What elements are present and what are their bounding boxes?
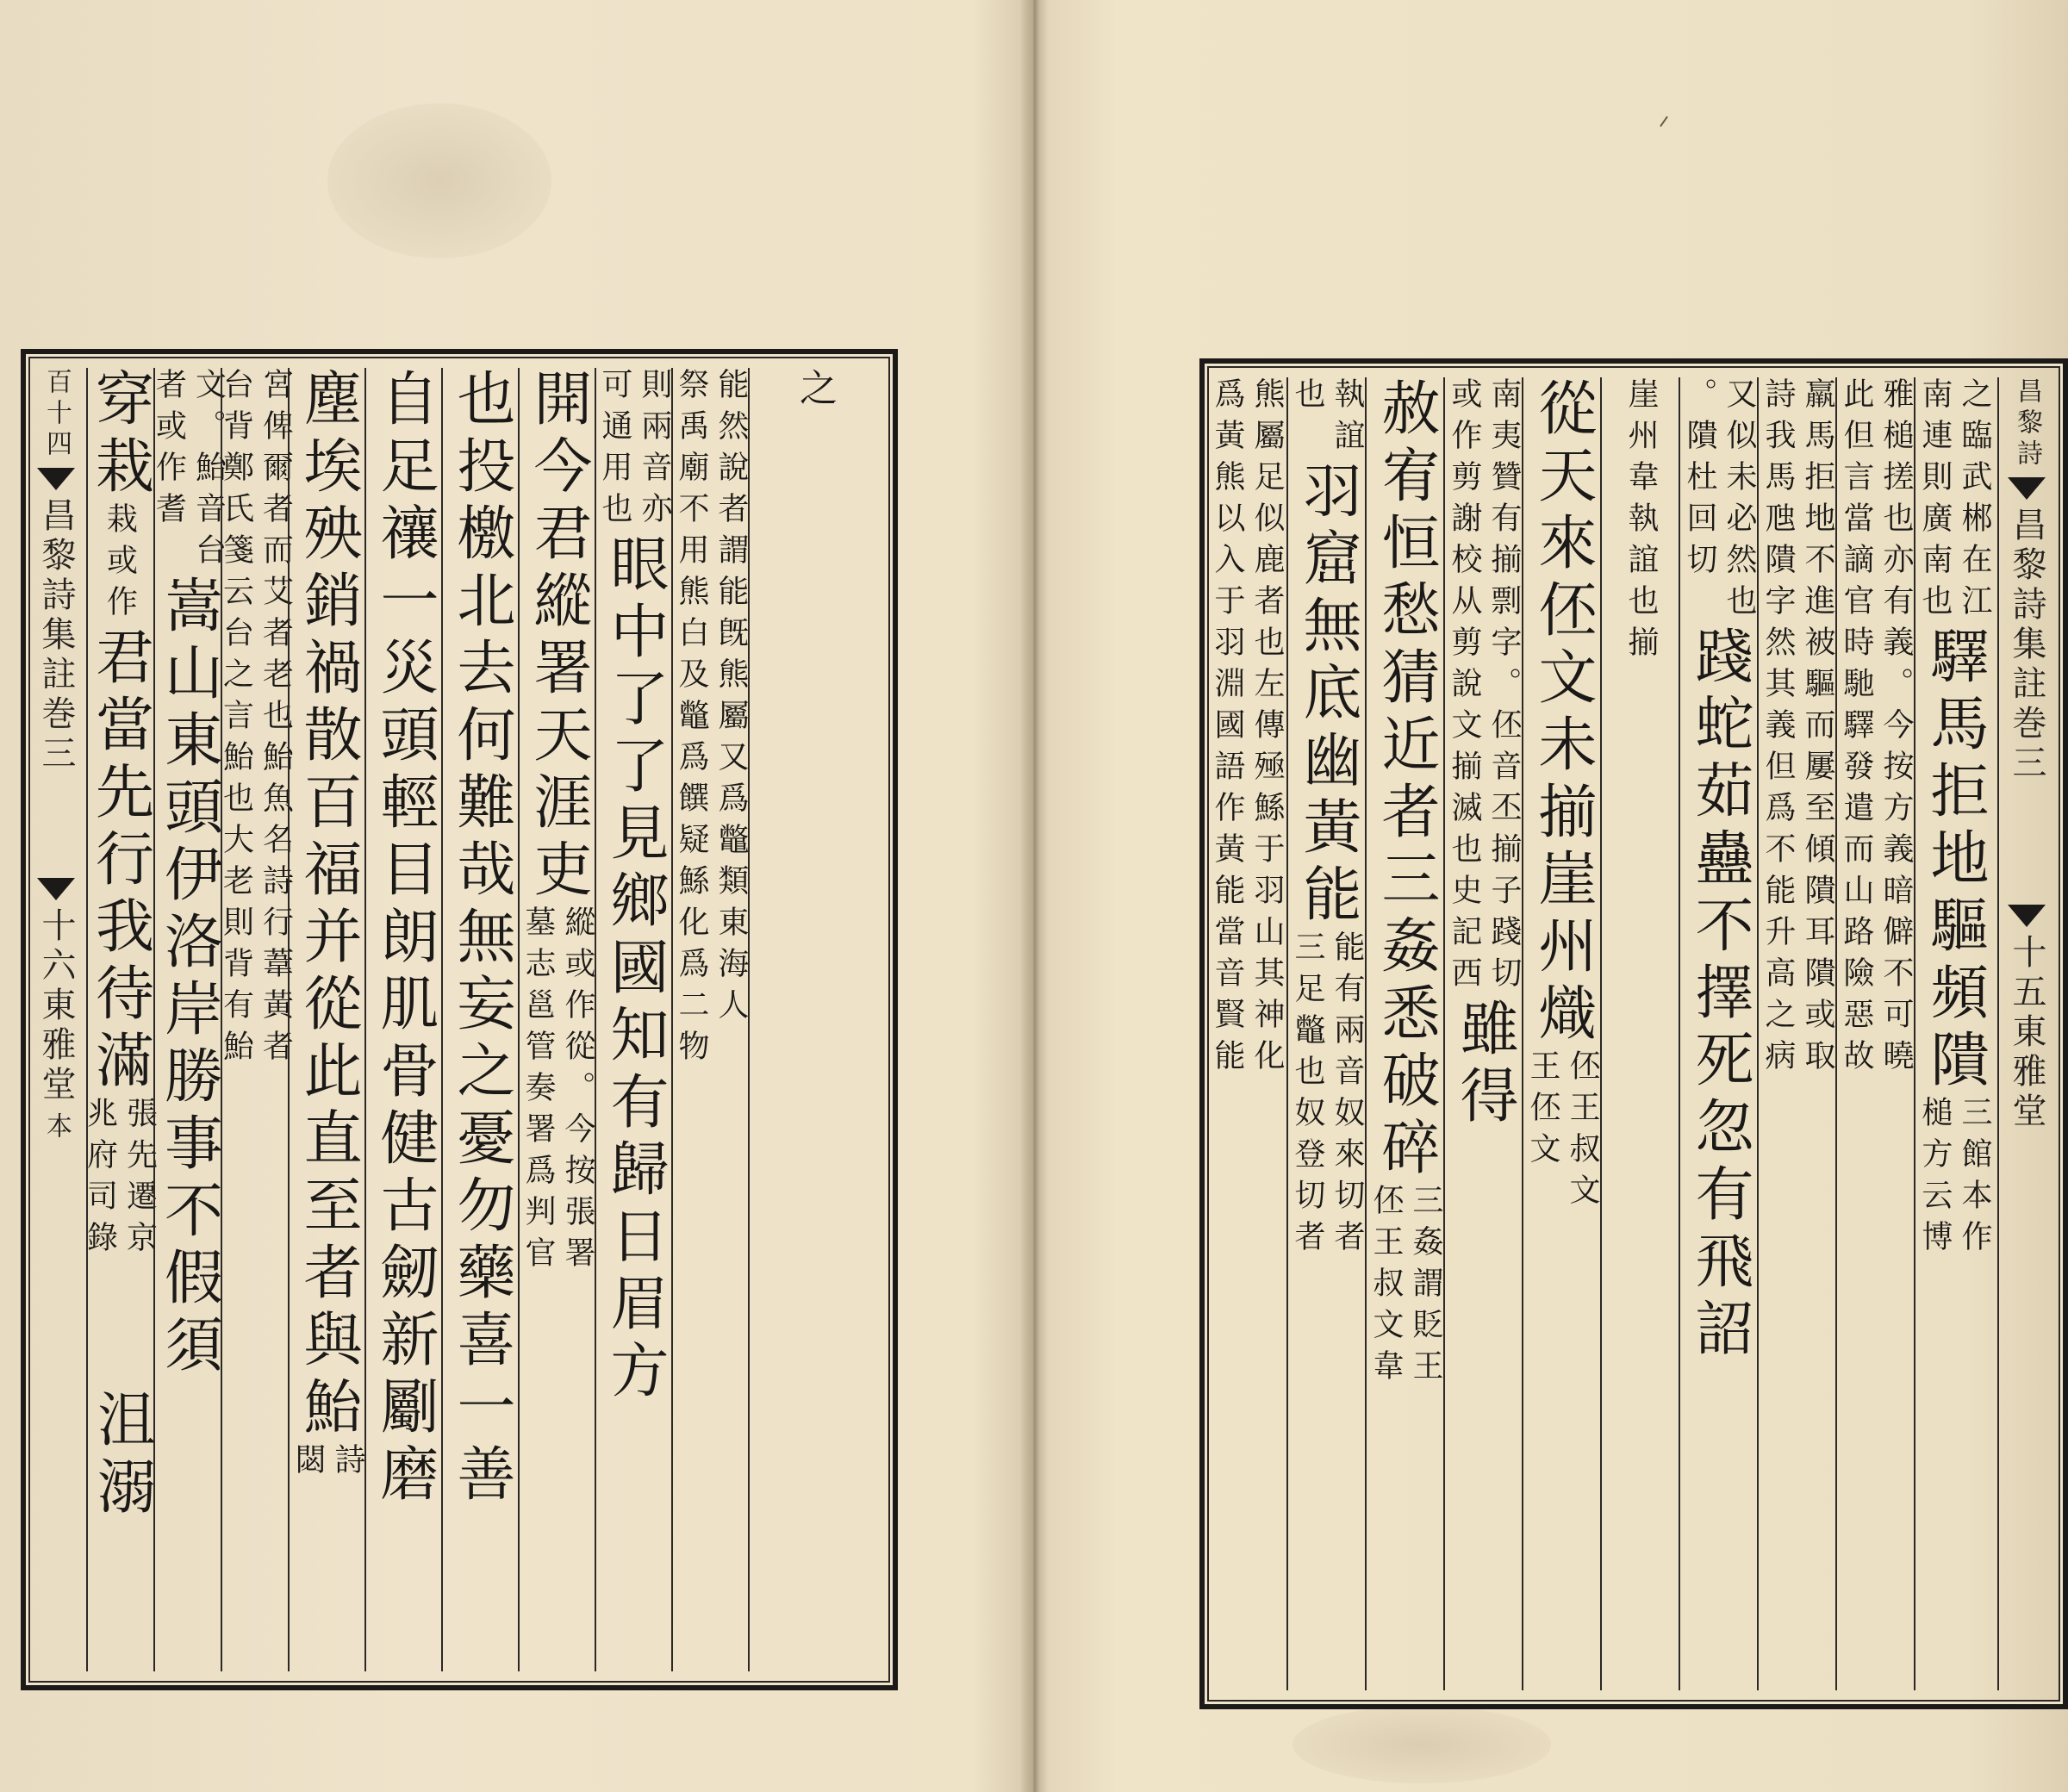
main-text: 驛馬拒地驅頻 (1921, 625, 1989, 1029)
annotation-pair (1290, 930, 1365, 1261)
annotation-pair (1527, 1049, 1598, 1215)
right-page (1031, 0, 2068, 1792)
annotation-pair (1682, 377, 1757, 625)
main-text: 沮溺 (87, 1389, 156, 1523)
annotation-pair (1919, 1096, 1990, 1261)
text-column (1600, 377, 1679, 1690)
annotation-text: 崖州韋執誼也揃 (1623, 377, 1659, 667)
margin-folio: 十六 (36, 907, 76, 986)
annotation-text: 能然說者謂能旣熊屬又爲鼈類東海人 (713, 368, 749, 1030)
annotation-text: 栽或作 (102, 502, 138, 626)
text-column (518, 368, 595, 1671)
annotation-pair (1839, 377, 1914, 1080)
annotation-text: 閟 (290, 1443, 326, 1484)
text-column (1679, 377, 1758, 1690)
annotation-text: 者或作耆 (151, 368, 187, 533)
annotation-text: 台背鄭氏箋云台之言鮐也大老則背有鮐 (218, 368, 254, 1071)
annotation-text: 。隤杜回切 (1682, 377, 1717, 584)
main-text: 君當先行我待滿 (85, 626, 154, 1097)
annotation-text: 或作剪謝校从剪說文揃滅也史記西 (1447, 377, 1482, 998)
annotation-text: 宮俾爾者而艾者老也鮐魚名詩行葦黃者 (258, 368, 294, 1071)
text-column (1208, 377, 1286, 1690)
margin-hall: 東雅堂 (36, 986, 76, 1105)
annotation-text: 張先遷京 (121, 1097, 158, 1262)
left-margin-column (29, 368, 83, 1671)
margin-folio: 十五 (2007, 934, 2046, 1013)
text-column (364, 368, 442, 1671)
annotation-text: 可通用也 (597, 368, 632, 533)
annotation-text: 能有兩音奴來切者 (1330, 930, 1365, 1261)
annotation-text: 執誼 (1330, 377, 1365, 460)
annotation-pair (292, 1443, 363, 1484)
text-column (1286, 377, 1366, 1690)
annotation-pair (1447, 377, 1522, 998)
annotation-text: 熊屬足似鹿者也左傳殛鯀于羽山其神化 (1249, 377, 1285, 1080)
annotation-text: 又似未必然也 (1722, 377, 1757, 625)
margin-top-text: 百十四 (41, 368, 72, 461)
text-column (1757, 377, 1836, 1690)
main-text: 開今君縱署天涯吏 (524, 368, 592, 905)
annotation-pair (522, 905, 593, 1278)
right-text-frame (1199, 358, 2068, 1709)
main-text: 眼中了了見鄉國知有歸日眉方 (601, 533, 669, 1407)
fish-tail-mark (37, 878, 75, 900)
main-text: 雖得 (1450, 998, 1518, 1132)
annotation-pair (1290, 377, 1365, 460)
annotation-text: 王伾文 (1525, 1049, 1560, 1173)
annotation-text: 詩我馬虺隤字然其義但爲不能升高之病 (1760, 377, 1796, 1080)
main-text: 自足禳一災頭輕目朗肌骨健古劒新劚磨 (371, 368, 439, 1510)
annotation-pair (1762, 377, 1833, 1080)
annotation-text: 槌方云博 (1917, 1096, 1953, 1261)
text-column (1443, 377, 1523, 1690)
annotation-text: 之臨武郴在江 (1957, 377, 1992, 625)
text-column (671, 368, 749, 1671)
main-text: 嵩山東頭伊洛岸勝事不假須 (154, 575, 223, 1381)
text-column (1365, 377, 1444, 1690)
annotation-text: 三館本作 (1957, 1096, 1992, 1261)
annotation-text: 也 (1290, 377, 1325, 419)
annotation-text: 詩 (330, 1443, 365, 1484)
annotation-pair (1210, 377, 1285, 1080)
annotation-text: 此但言當謫官時馳驛發遣而山路險惡故 (1839, 377, 1874, 1080)
annotation-pair (1370, 1184, 1441, 1391)
margin-title: 昌黎詩集註巻三 (2007, 507, 2046, 784)
margin-bottom-text: 本 (41, 1112, 72, 1143)
annotation-pair (151, 368, 227, 575)
annotation-text: 南夷贊有揃剽字。伾音丕揃子踐切 (1486, 377, 1522, 998)
text-column (441, 368, 519, 1671)
margin-top-text: 昌黎詩 (2012, 377, 2042, 470)
main-text: 塵埃殃銷禍散百福并從此直至者與鮐 (294, 368, 362, 1443)
left-page (0, 0, 1031, 1792)
annotation-text: 三姦謂貶王 (1408, 1184, 1443, 1391)
text-column (82, 368, 158, 1671)
text-column (1522, 377, 1601, 1690)
annotation-pair (218, 368, 294, 1071)
main-text: 之 (793, 368, 837, 414)
annotation-text: 伾王叔文 (1565, 1049, 1600, 1215)
annotation-pair (599, 368, 670, 533)
text-column (218, 368, 294, 1671)
fish-tail-mark (2008, 905, 2046, 927)
annotation-text: 羸馬拒地不進被驅而屢至傾隤耳隤或取 (1800, 377, 1835, 1080)
annotation-text: 則兩音亦 (637, 368, 672, 533)
main-text: 穿栽 (85, 368, 154, 502)
annotation-text: 伾王叔文韋 (1368, 1184, 1404, 1391)
annotation-text: 南連則廣南也 (1917, 377, 1953, 625)
margin-title: 昌黎詩集註巻三 (36, 497, 76, 775)
main-text: 從天來伾文未揃崖州熾 (1529, 377, 1597, 1049)
annotation-text: 兆府司錄 (82, 1097, 118, 1262)
text-column (288, 368, 365, 1671)
annotation-text: 墓志邕管奏署爲判官 (520, 905, 556, 1278)
text-column (1835, 377, 1915, 1690)
fish-tail-mark (2008, 477, 2046, 500)
annotation-text: 縱或作從。今按張署 (560, 905, 595, 1278)
text-column (595, 368, 672, 1671)
left-text-frame (21, 349, 898, 1690)
annotation-text: 爲黃熊以入于羽淵國語作黃能當音賢能 (1210, 377, 1245, 1080)
margin-hall: 東雅堂 (2007, 1013, 2046, 1132)
text-column (748, 368, 879, 1671)
text-column (151, 368, 227, 1671)
right-margin-column (1997, 377, 2054, 1690)
annotation-text: 文。鮐音台 (190, 368, 227, 575)
main-text: 羽窟無底幽黃能 (1293, 460, 1361, 930)
annotation-text: 雅槌搓也亦有義。今按方義暗僻不可曉 (1878, 377, 1914, 1080)
text-column (1914, 377, 1993, 1690)
annotation-text: 三足鼈也奴登切者 (1290, 930, 1325, 1261)
annotation-pair (82, 1097, 158, 1262)
main-text: 赦宥恒愁猜近者三姦悉破碎 (1372, 377, 1440, 1184)
fish-tail-mark (37, 468, 75, 490)
annotation-pair (674, 368, 749, 1071)
annotation-pair (1919, 377, 1990, 625)
main-text: 踐蛇茹蠱不擇死忽有飛詔 (1685, 625, 1753, 1365)
main-text: 隤 (1921, 1029, 1989, 1096)
annotation-text: 祭禹廟不用熊白及鼈爲饌疑鯀化爲二物 (674, 368, 709, 1071)
main-text: 也投檄北去何難哉無妄之憂勿藥喜一善 (447, 368, 515, 1510)
